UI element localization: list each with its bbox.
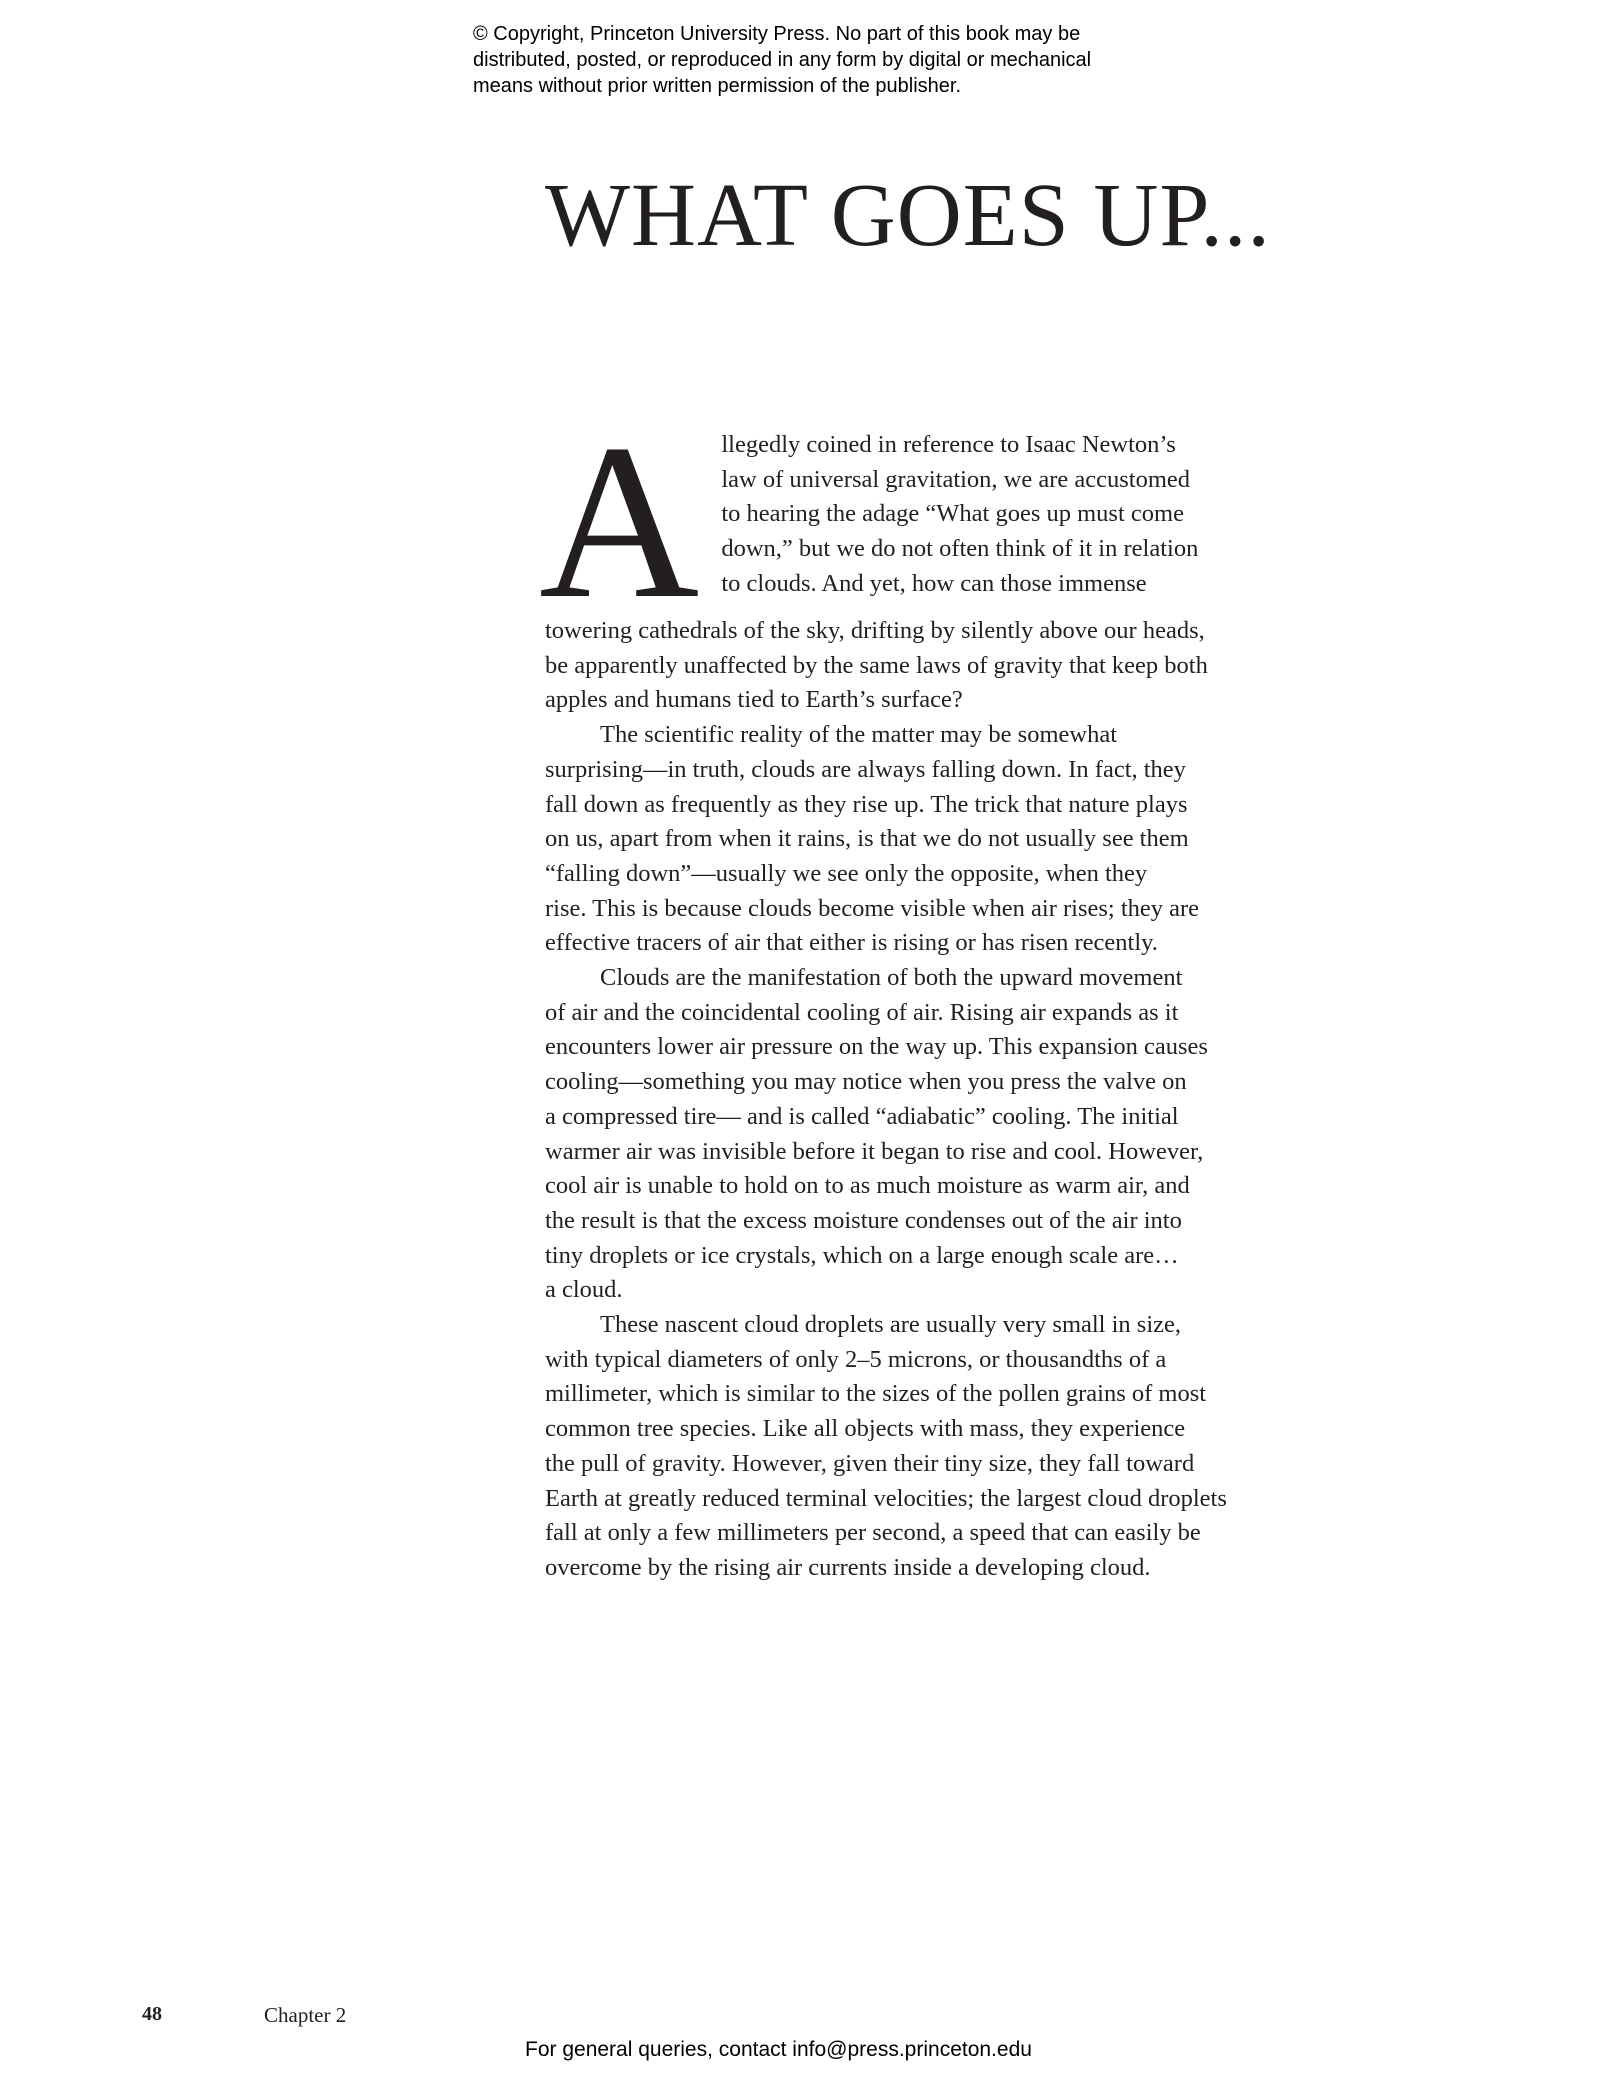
text-line: law of universal gravitation, we are accustomed [721,465,1191,493]
text-line: to hearing the adage “What goes up must come [721,500,1184,528]
article-body [539,399,1285,1586]
text-line: common tree species. Like all objects with mass, they experience [545,1415,1186,1443]
text-line: encounters lower air pressure on the way up. This expansion causes [545,1033,1208,1061]
text-line: The scientific reality of the matter may be somewhat [600,721,1118,749]
text-line: to clouds. And yet, how can those immense [721,569,1147,597]
text-line: fall at only a few millimeters per second, a speed that can easily be [545,1519,1201,1547]
text-line: llegedly coined in reference to Isaac Newton’s [721,431,1176,458]
copyright-line: means without prior written permission of the publisher. [473,75,962,97]
paragraph-4 [545,1308,1285,1586]
contact-notice: For general queries, contact info@press.princeton.edu [525,2038,1032,2061]
text-line: surprising—in truth, clouds are always falling down. In fact, they [545,755,1186,783]
text-line: These nascent cloud droplets are usually very small in size, [600,1311,1182,1339]
text-line: be apparently unaffected by the same laws of gravity that keep both [545,651,1208,679]
copyright-line: distributed, posted, or reproduced in any form by digital or mechanical [473,49,1092,71]
paragraph-3 [545,961,1285,1308]
text-line: warmer air was invisible before it began to rise and cool. However, [545,1137,1204,1165]
text-line: of air and the coincidental cooling of air. Rising air expands as it [545,998,1179,1026]
text-line: with typical diameters of only 2–5 microns, or thousandths of a [545,1345,1167,1373]
paragraph-2 [545,718,1285,961]
text-line: tiny droplets or ice crystals, which on a large enough scale are… [545,1241,1179,1269]
text-line: on us, apart from when it rains, is that we do not usually see them [545,825,1189,853]
page-number: 48 [142,2003,162,2025]
paragraph-1 [539,399,1285,718]
text-line: overcome by the rising air currents inside a developing cloud. [545,1553,1151,1581]
text-line: the result is that the excess moisture condenses out of the air into [545,1206,1182,1234]
chapter-title: WHAT GOES UP... [545,166,1271,265]
text-line: effective tracers of air that either is rising or has risen recently. [545,929,1158,957]
copyright-notice [473,21,1193,99]
text-line: rise. This is because clouds become visible when air rises; they are [545,894,1200,922]
text-line: cooling—something you may notice when you press the valve on [545,1068,1187,1096]
text-line: the pull of gravity. However, given their tiny size, they fall toward [545,1449,1195,1477]
text-line: towering cathedrals of the sky, drifting by silently above our heads, [545,617,1205,644]
text-line: a compressed tire— and is called “adiabatic” cooling. The initial [545,1102,1179,1130]
running-footer-chapter: Chapter 2 [264,2003,347,2027]
drop-cap: A [539,399,700,645]
text-line: a cloud. [545,1276,623,1304]
text-line: Earth at greatly reduced terminal velocities; the largest cloud droplets [545,1484,1227,1512]
text-line: down,” but we do not often think of it in relation [721,535,1199,563]
text-line: “falling down”—usually we see only the opposite, when they [545,859,1148,887]
text-line: apples and humans tied to Earth’s surface? [545,686,963,714]
text-line: cool air is unable to hold on to as much moisture as warm air, and [545,1172,1190,1200]
text-line: fall down as frequently as they rise up. The trick that nature plays [545,790,1188,818]
copyright-line: © Copyright, Princeton University Press. No part of this book may be [473,23,1081,45]
text-line: millimeter, which is similar to the sizes of the pollen grains of most [545,1380,1207,1408]
text-line: Clouds are the manifestation of both the upward movement [600,964,1183,992]
